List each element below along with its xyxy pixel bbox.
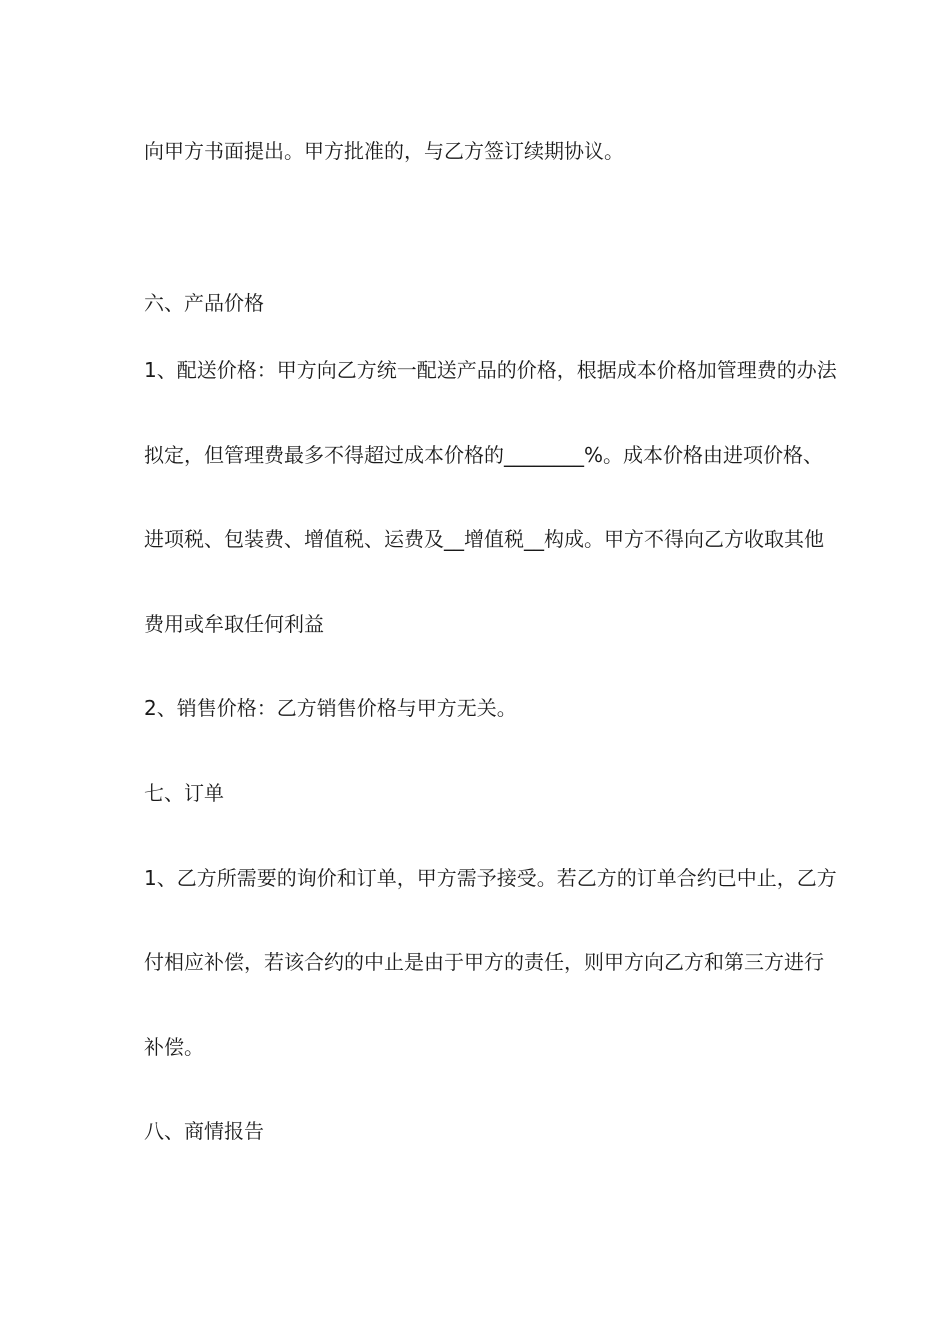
paragraph-line: 付相应补偿，若该合约的中止是由于甲方的责任，则甲方向乙方和第三方进行 <box>144 950 824 974</box>
paragraph-line: 进项税、包装费、增值税、运费及__增值税__构成。甲方不得向乙方收取其他 <box>144 527 824 551</box>
section-heading-market-report: 八、商情报告 <box>144 1119 264 1143</box>
paragraph-line: 向甲方书面提出。甲方批准的，与乙方签订续期协议。 <box>144 139 624 163</box>
paragraph-line: 1、乙方所需要的询价和订单，甲方需予接受。若乙方的订单合约已中止，乙方 <box>144 866 837 890</box>
paragraph-line: 补偿。 <box>144 1035 204 1059</box>
paragraph-line: 2、销售价格：乙方销售价格与甲方无关。 <box>144 696 517 720</box>
paragraph-line: 1、配送价格：甲方向乙方统一配送产品的价格，根据成本价格加管理费的办法 <box>144 358 837 382</box>
paragraph-line: 拟定，但管理费最多不得超过成本价格的________%。成本价格由进项价格、 <box>144 443 824 467</box>
section-heading-orders: 七、订单 <box>144 781 224 805</box>
paragraph-line: 费用或牟取任何利益 <box>144 612 324 636</box>
section-heading-product-price: 六、产品价格 <box>144 291 264 315</box>
